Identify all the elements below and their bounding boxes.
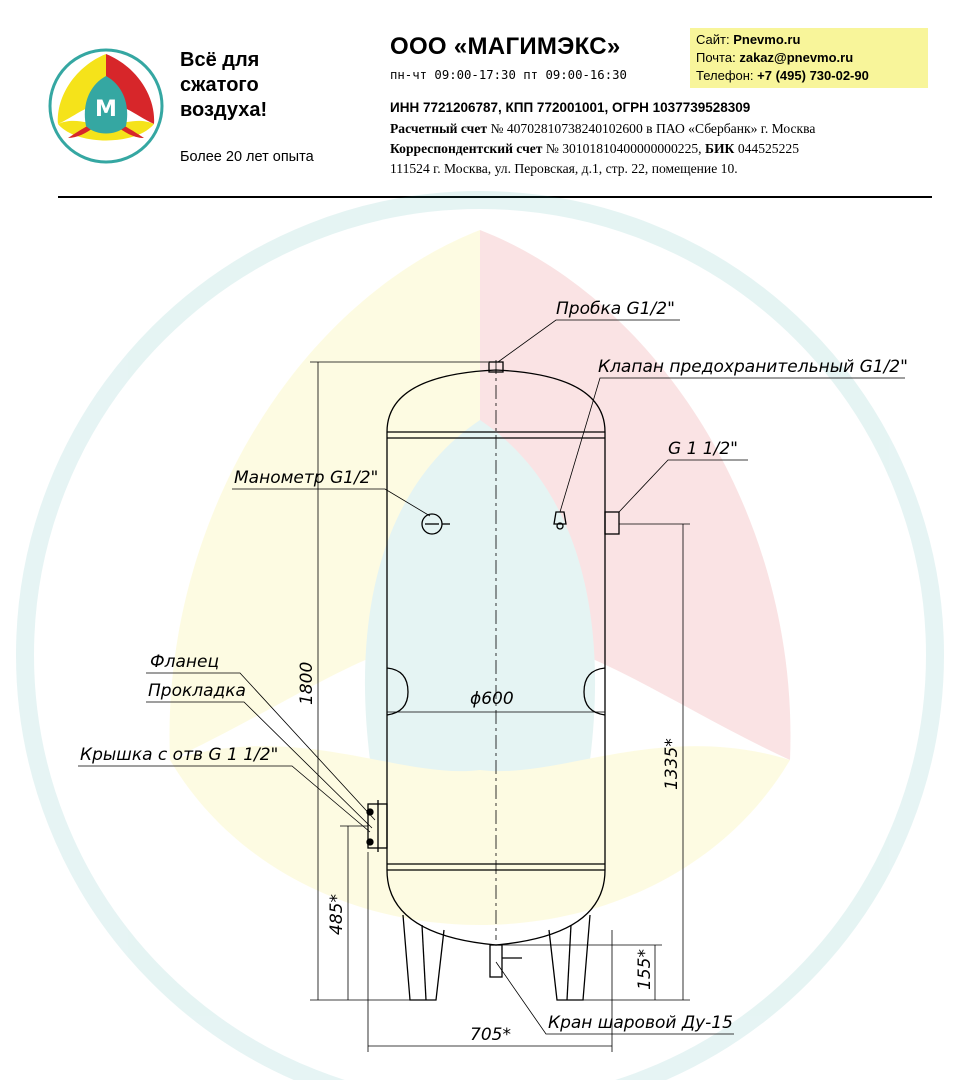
label-outlet: G 1 1/2" xyxy=(668,439,738,459)
slogan-line-1: Всё для xyxy=(180,49,260,71)
label-flange: Фланец xyxy=(150,652,220,672)
working-hours: пн-чт 09:00-17:30 пт 09:00-16:30 xyxy=(390,68,627,82)
slogan-line-2: сжатого xyxy=(180,74,259,96)
dim-diameter-text: ϕ600 xyxy=(470,689,514,709)
dim-705-text: 705* xyxy=(470,1025,511,1045)
slogan-line-3: воздуха! xyxy=(180,99,268,121)
phone-value: +7 (495) 730-02-90 xyxy=(757,68,869,83)
bank-account-value: № 40702810738240102600 в ПАО «Сбербанк» г. Москва xyxy=(490,121,816,136)
experience-text: Более 20 лет опыта xyxy=(180,149,314,165)
dim-1335-text: 1335* xyxy=(662,738,682,790)
company-name: ООО «МАГИМЭКС» xyxy=(390,33,621,60)
watermark xyxy=(25,200,935,1080)
mail-link[interactable]: zakaz@pnevmo.ru xyxy=(739,50,854,65)
bolt-2 xyxy=(367,839,373,845)
corr-account-value: № 30101810400000000225, xyxy=(545,141,702,156)
site-label: Сайт: xyxy=(696,32,730,47)
label-ball-valve: Кран шаровой Ду-15 xyxy=(548,1013,733,1033)
tax-ids: ИНН 7721206787, КПП 772001001, ОГРН 1037739528309 xyxy=(390,100,751,115)
logo-letter: M xyxy=(95,97,117,122)
bik-label: БИК xyxy=(704,141,735,156)
label-gauge: Манометр G1/2" xyxy=(234,468,379,488)
label-gasket: Прокладка xyxy=(148,681,246,701)
dim-485-text: 485* xyxy=(327,894,347,935)
mail-label: Почта: xyxy=(696,50,736,65)
label-plug: Пробка G1/2" xyxy=(556,299,675,319)
label-safety-valve: Клапан предохранительный G1/2" xyxy=(598,357,908,377)
dim-155-text: 155* xyxy=(635,949,655,990)
address: 111524 г. Москва, ул. Перовская, д.1, стр. 22, помещение 10. xyxy=(390,161,738,176)
dim-1800-text: 1800 xyxy=(297,661,317,705)
right-leg-rib xyxy=(567,925,571,1000)
bik-value: 044525225 xyxy=(737,141,799,156)
label-cover: Крышка с отв G 1 1/2" xyxy=(80,745,279,765)
corr-account-label: Корреспондентский счет xyxy=(390,141,543,156)
phone-label: Телефон: xyxy=(696,68,754,83)
site-link[interactable]: Pnevmo.ru xyxy=(733,32,801,47)
bank-account-label: Расчетный счет xyxy=(390,121,488,136)
drain-valve xyxy=(490,945,502,977)
left-leg-rib xyxy=(422,925,426,1000)
